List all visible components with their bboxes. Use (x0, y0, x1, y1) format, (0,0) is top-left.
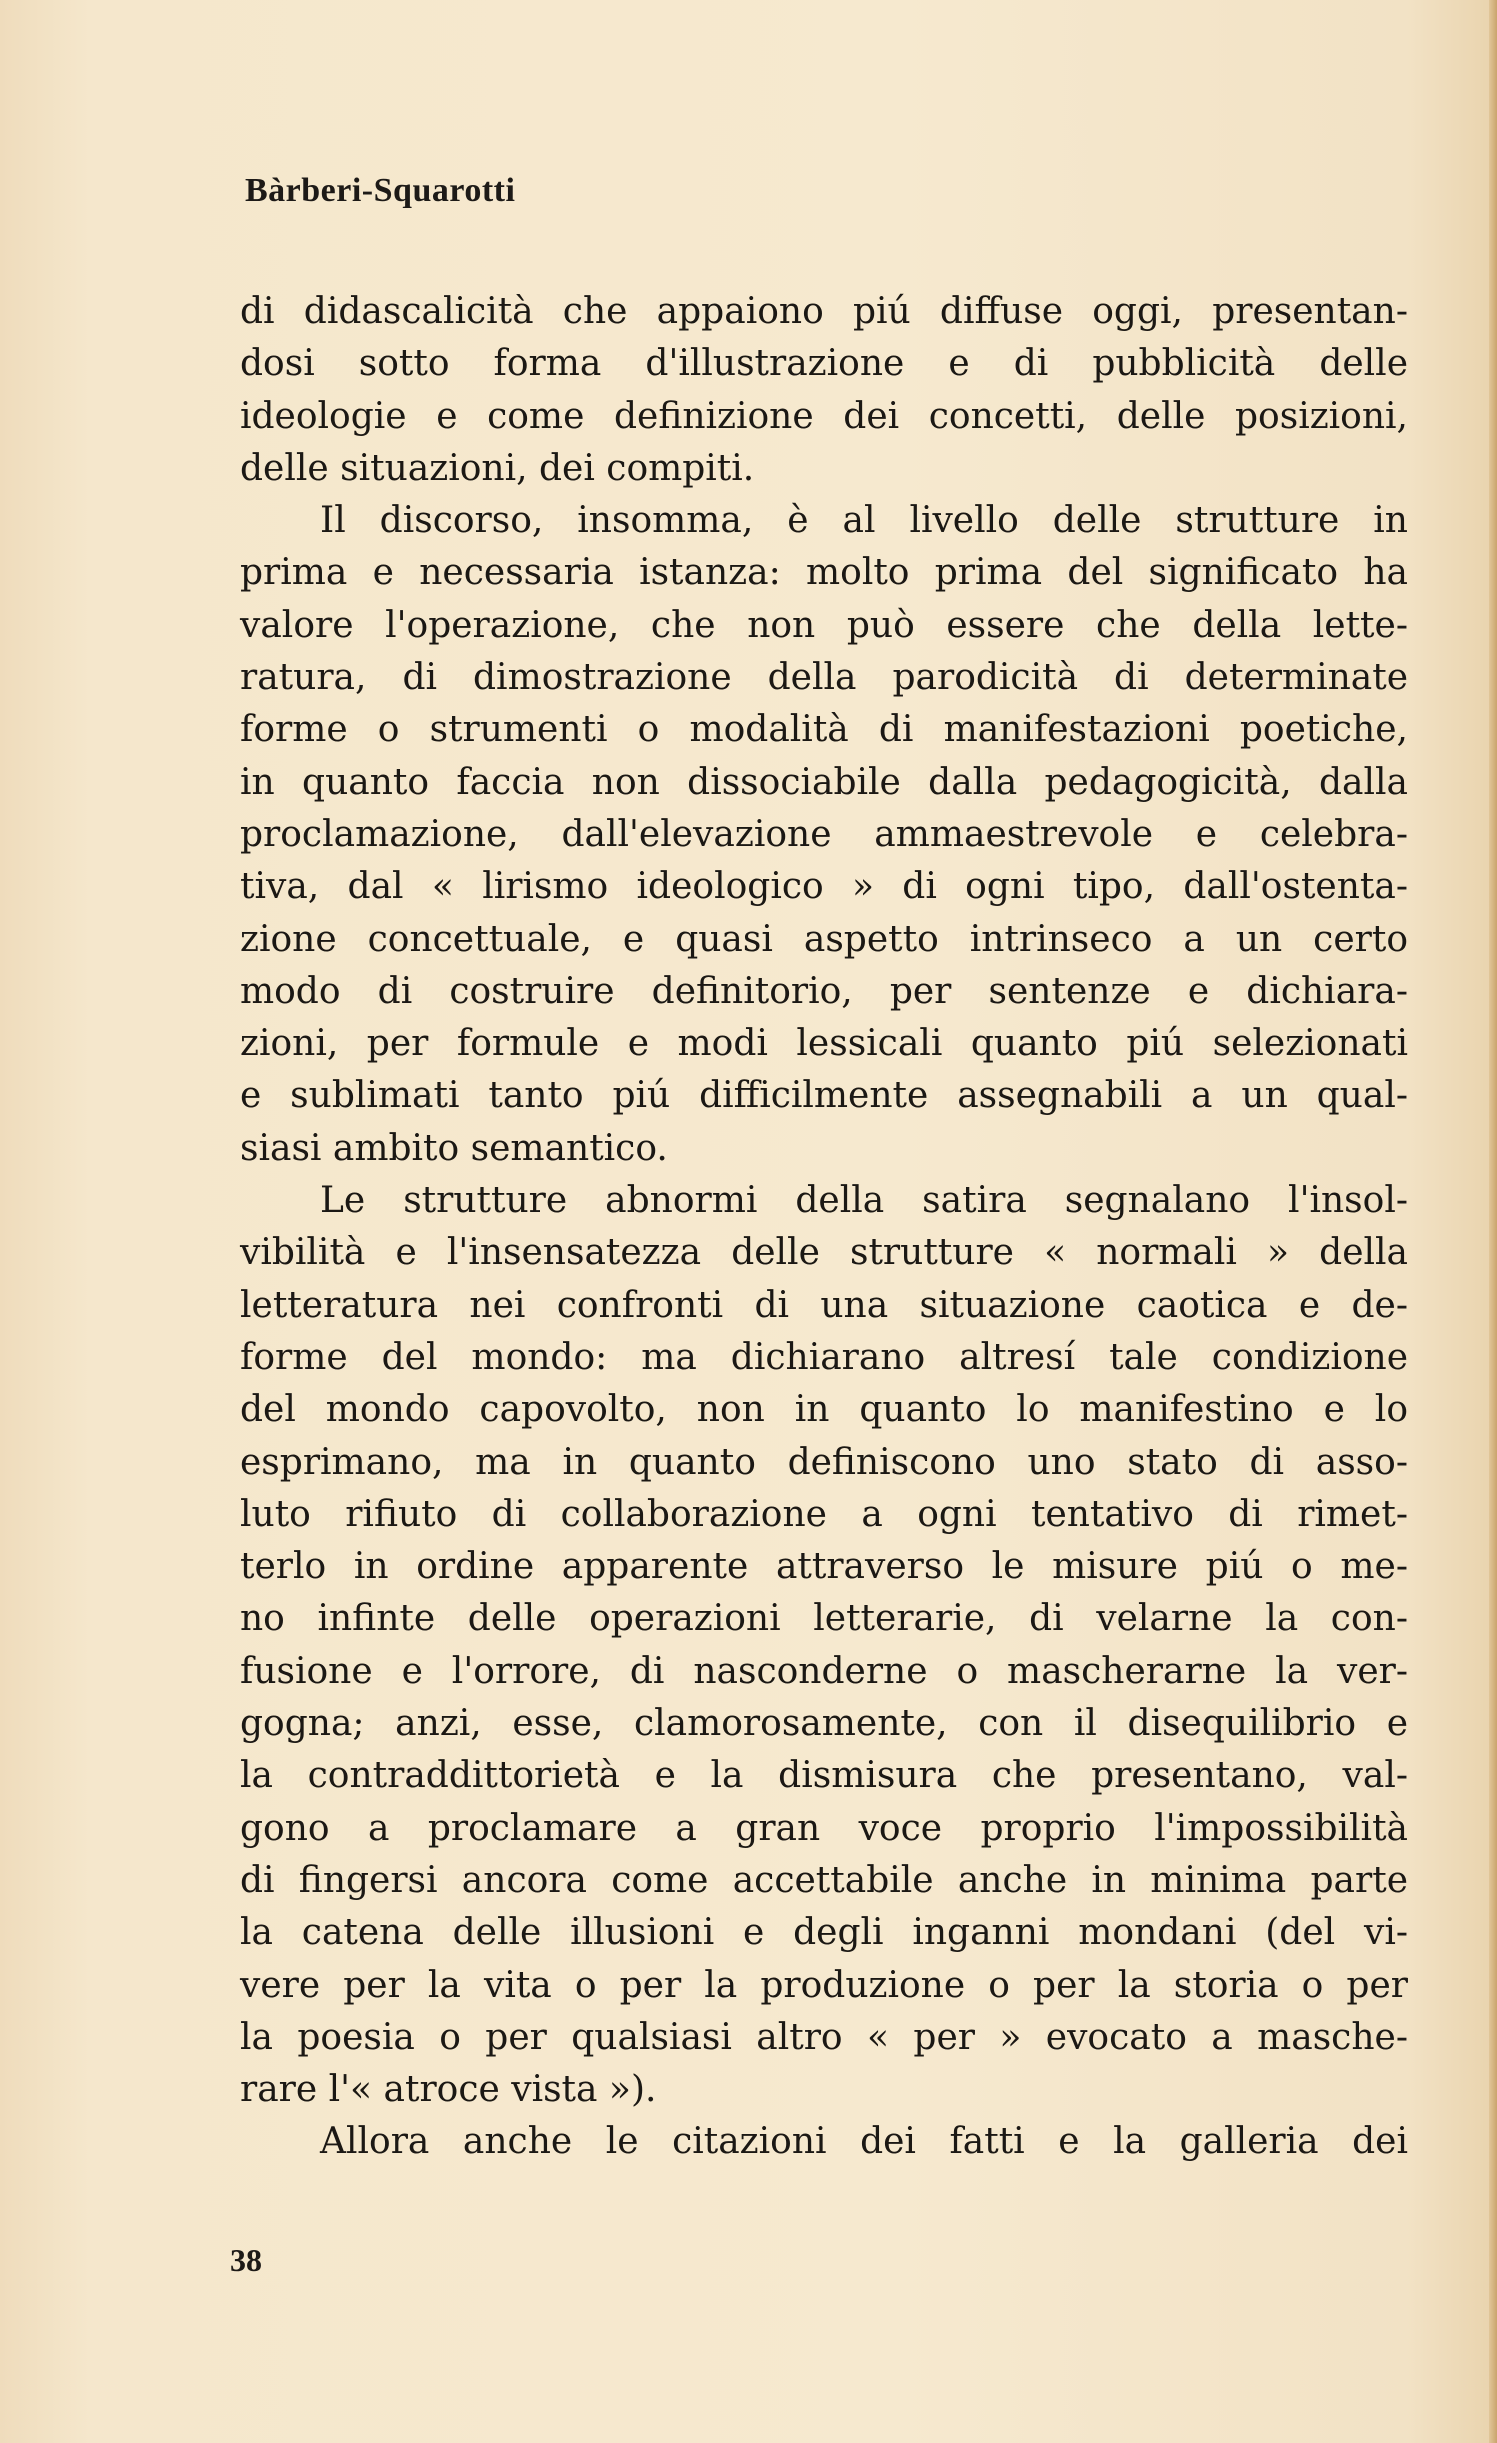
text-line: forme o strumenti o modalità di manifestazioni poetiche, (240, 709, 1408, 751)
text-line: la catena delle illusioni e degli inganni mondani (del vi- (240, 1912, 1408, 1954)
text-line: forme del mondo: ma dichiarano altresí tale condizione (240, 1336, 1408, 1378)
text-line: rare l'« atroce vista »). (240, 2069, 657, 2111)
text-line: la poesia o per qualsiasi altro « per » evocato a masche- (240, 2016, 1408, 2058)
text-line: Allora anche le citazioni dei fatti e la galleria dei (320, 2121, 1408, 2163)
text-line: gogna; anzi, esse, clamorosamente, con il disequilibrio e (240, 1703, 1408, 1745)
text-line: modo di costruire definitorio, per sentenze e dichiara- (240, 970, 1408, 1012)
text-line: prima e necessaria istanza: molto prima del significato ha (240, 552, 1408, 594)
text-line: Le strutture abnormi della satira segnalano l'insol- (320, 1180, 1408, 1222)
text-line: no infinte delle operazioni letterarie, di velarne la con- (240, 1598, 1408, 1640)
text-line: vibilità e l'insensatezza delle strutture « normali » della (240, 1232, 1408, 1274)
body-text (240, 286, 1408, 2169)
text-line: vere per la vita o per la produzione o per la storia o per (240, 1964, 1408, 2006)
text-line: luto rifiuto di collaborazione a ogni tentativo di rimet- (240, 1493, 1408, 1535)
text-line: terlo in ordine apparente attraverso le misure piú o me- (240, 1546, 1408, 1588)
text-line: zione concettuale, e quasi aspetto intrinseco a un certo (240, 918, 1408, 960)
text-line: fusione e l'orrore, di nasconderne o mascherarne la ver- (240, 1650, 1408, 1692)
text-line: in quanto faccia non dissociabile dalla pedagogicità, dalla (240, 761, 1408, 803)
page-number: 38 (230, 2242, 262, 2278)
text-line: ideologie e come definizione dei concetti, delle posizioni, (240, 395, 1408, 437)
text-line: ratura, di dimostrazione della parodicità di determinate (240, 657, 1408, 699)
text-line: tiva, dal « lirismo ideologico » di ogni tipo, dall'ostenta- (240, 866, 1408, 908)
text-line: siasi ambito semantico. (240, 1127, 668, 1169)
text-line: e sublimati tanto piú difficilmente assegnabili a un qual- (240, 1075, 1408, 1117)
running-head: Bàrberi-Squarotti (245, 172, 516, 209)
text-line: letteratura nei confronti di una situazione caotica e de- (240, 1284, 1408, 1326)
page-edge (1489, 0, 1497, 2443)
text-line: valore l'operazione, che non può essere che della lette- (240, 604, 1408, 646)
text-line: delle situazioni, dei compiti. (240, 447, 755, 489)
text-line: proclamazione, dall'elevazione ammaestrevole e celebra- (240, 813, 1408, 855)
text-line: di fingersi ancora come accettabile anche in minima parte (240, 1859, 1408, 1901)
text-line: Il discorso, insomma, è al livello delle strutture in (320, 500, 1408, 542)
text-line: gono a proclamare a gran voce proprio l'impossibilità (240, 1807, 1408, 1849)
text-line: del mondo capovolto, non in quanto lo manifestino e lo (240, 1389, 1408, 1431)
text-line: dosi sotto forma d'illustrazione e di pubblicità delle (240, 343, 1408, 385)
text-line: la contraddittorietà e la dismisura che presentano, val- (240, 1755, 1408, 1797)
text-line: zioni, per formule e modi lessicali quanto piú selezionati (240, 1023, 1408, 1065)
text-line: di didascalicità che appaiono piú diffuse oggi, presentan- (240, 291, 1408, 332)
text-line: esprimano, ma in quanto definiscono uno stato di asso- (240, 1441, 1408, 1483)
